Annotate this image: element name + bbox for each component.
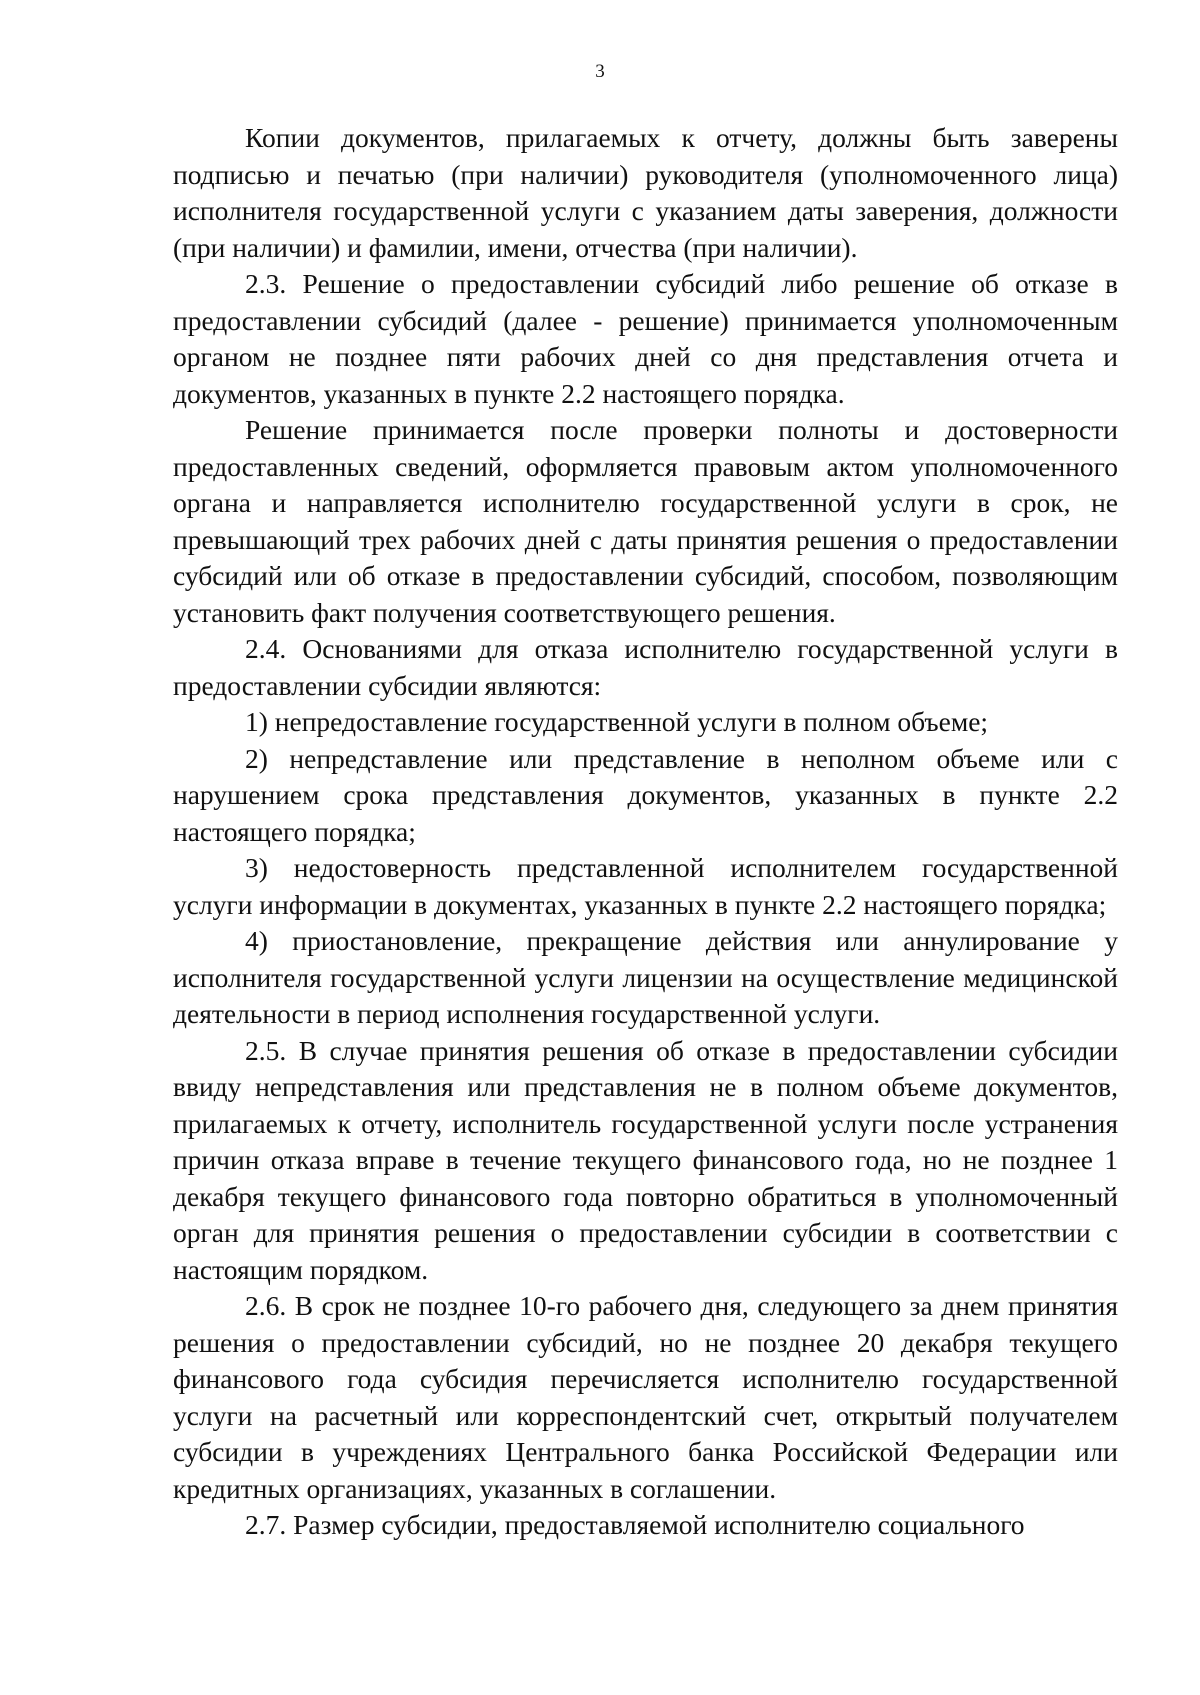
paragraph-2-6: 2.6. В срок не позднее 10-го рабочего дня, следующего за днем принятия решения о предоставлении субсидий, но не позднее 20 декабря текущего финансового года субсидия перечисляется исполнителю государственной услуги на расчетный или корреспондентский счет, открытый получателем субсидии в учреждениях Центрального банка Российской Федерации или кредитных организациях, указанных в соглашении. xyxy=(173,1290,1118,1504)
list-item-1: 1) непредоставление государственной услуги в полном объеме; xyxy=(245,706,989,737)
paragraph-2-4: 2.4. Основаниями для отказа исполнителю государственной услуги в предоставлении субсидии являются: xyxy=(173,633,1118,701)
paragraph-2-7: 2.7. Размер субсидии, предоставляемой исполнителю социального xyxy=(245,1509,1025,1540)
document-body xyxy=(173,120,1118,1544)
page-number: 3 xyxy=(595,61,605,82)
paragraph-2-3: 2.3. Решение о предоставлении субсидий либо решение об отказе в предоставлении субсидий (далее - решение) принимается уполномоченным органом не позднее пяти рабочих дней со дня представления отчета и документов, указанных в пункте 2.2 настоящего порядка. xyxy=(173,268,1118,409)
paragraph-certification: Копии документов, прилагаемых к отчету, должны быть заверены подписью и печатью (при наличии) руководителя (уполномоченного лица) исполнителя государственной услуги с указанием даты заверения, должности (при наличии) и фамилии, имени, отчества (при наличии). xyxy=(173,122,1118,263)
paragraph-decision: Решение принимается после проверки полноты и достоверности предоставленных сведений, оформляется правовым актом уполномоченного органа и направляется исполнителю государственной услуги в срок, не превышающий трех рабочих дней с даты принятия решения о предоставлении субсидий или об отказе в предоставлении субсидий, способом, позволяющим установить факт получения соответствующего решения. xyxy=(173,414,1118,628)
list-item-4: 4) приостановление, прекращение действия или аннулирование у исполнителя государственной услуги лицензии на осуществление медицинской деятельности в период исполнения государственной услуги. xyxy=(173,925,1118,1029)
list-item-3: 3) недостоверность представленной исполнителем государственной услуги информации в документах, указанных в пункте 2.2 настоящего порядка; xyxy=(173,852,1118,920)
paragraph-2-5: 2.5. В случае принятия решения об отказе в предоставлении субсидии ввиду непредставления или представления не в полном объеме документов, прилагаемых к отчету, исполнитель государственной услуги после устранения причин отказа вправе в течение текущего финансового года, но не позднее 1 декабря текущего финансового года повторно обратиться в уполномоченный орган для принятия решения о предоставлении субсидии в соответствии с настоящим порядком. xyxy=(173,1034,1118,1285)
list-item-2: 2) непредставление или представление в неполном объеме или с нарушением срока представления документов, указанных в пункте 2.2 настоящего порядка; xyxy=(173,742,1118,847)
